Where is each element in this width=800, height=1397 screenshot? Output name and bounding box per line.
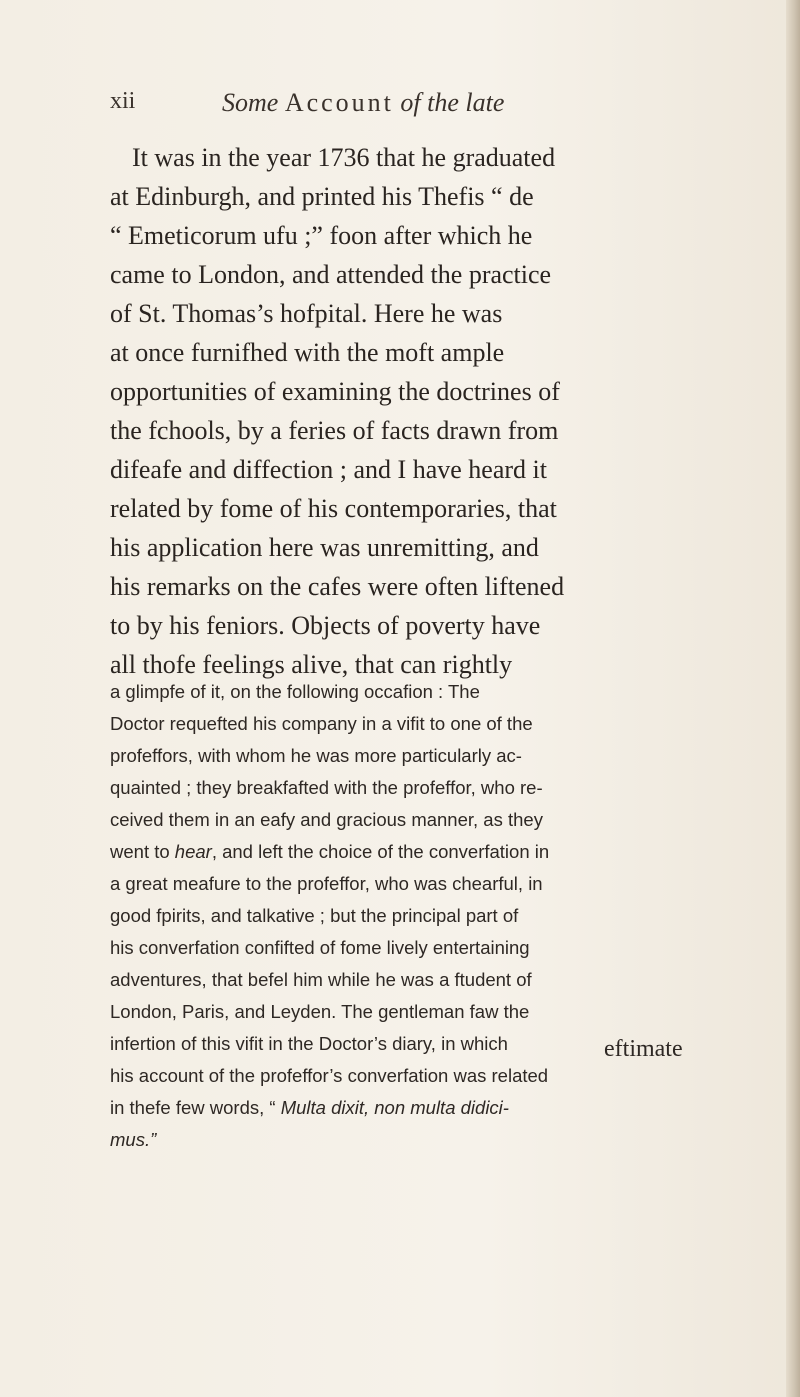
- note-line: adventures, that befel him while he was a ftudent of: [110, 969, 532, 990]
- note-line: mus.”: [110, 1129, 157, 1150]
- text-line: the fchools, by a feries of facts drawn from: [110, 416, 559, 445]
- text-line: came to London, and attended the practice: [110, 260, 552, 289]
- note-line: infertion of this vifit in the Doctor’s diary, in which: [110, 1033, 508, 1054]
- note-line: profeffors, with whom he was more particularly ac-: [110, 745, 522, 766]
- text-line: difeafe and diffection ; and I have heard it: [110, 455, 547, 484]
- note-text-fragment: in thefe few words, “: [110, 1097, 276, 1118]
- note-line: a glimpfe of it, on the following occafion : The: [110, 681, 480, 702]
- text-line: all thofe feelings alive, that can rightly: [110, 650, 513, 679]
- text-line: to by his feniors. Objects of poverty have: [110, 611, 541, 640]
- running-title-some: Some: [222, 88, 279, 117]
- text-line: his application here was unremitting, and: [110, 533, 539, 562]
- text-line: at Edinburgh, and printed his Thefis “ de: [110, 182, 534, 211]
- note-line: London, Paris, and Leyden. The gentleman faw the: [110, 1001, 530, 1022]
- main-paragraph: [110, 138, 720, 684]
- note-line: [110, 1092, 722, 1124]
- running-title-of-the-late: of the late: [400, 88, 505, 117]
- note-line: good fpirits, and talkative ; but the principal part of: [110, 905, 519, 926]
- note-line: quainted ; they breakfafted with the profeffor, who re-: [110, 777, 543, 798]
- page-edge-shadow: [786, 0, 800, 1397]
- text-line: related by fome of his contemporaries, that: [110, 494, 557, 523]
- note-line: his converfation confifted of fome lively entertaining: [110, 937, 530, 958]
- text-line: It was in the year 1736 that he graduated: [132, 143, 556, 172]
- note-line: Doctor requefted his company in a vifit to one of the: [110, 713, 533, 734]
- text-line: of St. Thomas’s hofpital. Here he was: [110, 299, 503, 328]
- note-text-fragment: went to: [110, 841, 170, 862]
- catchword: eftimate: [604, 1036, 683, 1062]
- note-line: [110, 836, 722, 868]
- note-line: ceived them in an eafy and gracious manner, as they: [110, 809, 543, 830]
- note-line: a great meafure to the profeffor, who was chearful, in: [110, 873, 543, 894]
- text-line: “ Emeticorum ufu ;” foon after which he: [110, 221, 533, 250]
- note-italic-quote: Multa dixit, non multa didici-: [280, 1097, 509, 1118]
- footnote-paragraph: [110, 676, 722, 1156]
- text-line: opportunities of examining the doctrines of: [110, 377, 560, 406]
- running-title: [222, 88, 504, 118]
- note-line: his account of the profeffor’s converfation was related: [110, 1065, 549, 1086]
- text-line: his remarks on the cafes were often liftened: [110, 572, 565, 601]
- text-line: at once furnifhed with the moft ample: [110, 338, 505, 367]
- note-italic-hear: hear: [174, 841, 212, 862]
- running-header: [110, 88, 670, 128]
- page-number: xii: [110, 88, 136, 114]
- running-title-account: Account: [284, 88, 394, 117]
- note-text-fragment: , and left the choice of the converfation in: [211, 841, 550, 862]
